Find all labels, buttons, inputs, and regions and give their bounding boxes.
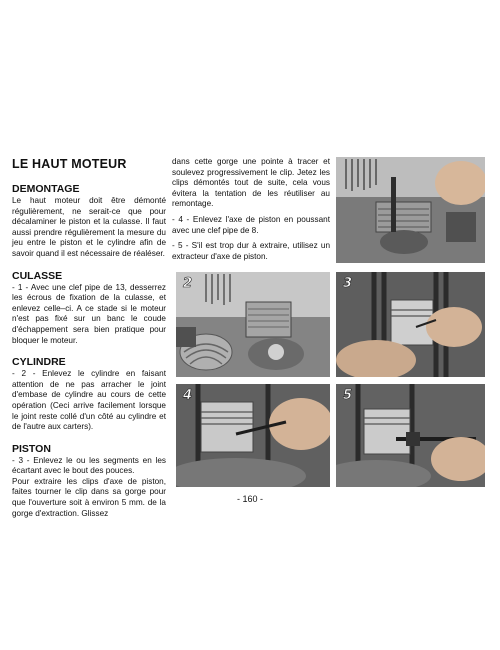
page-title: LE HAUT MOTEUR (12, 157, 127, 171)
photo-step-4 (176, 384, 330, 487)
paragraph-cylindre: - 2 - Enlevez le cylindre en faisant attention de ne pas arracher le joint d'embase de cylindre au cours de cette opération (Ceci arrive facilement lorsque le joint reste collé d'un côté au cylindre et de l'autre aux carters). (12, 369, 166, 432)
heading-cylindre: CYLINDRE (12, 356, 66, 369)
paragraph-step4: - 4 - Enlevez l'axe de piston en poussant avec une clef pipe de 8. (172, 214, 330, 235)
paragraph-piston-step3: - 3 - Enlevez le ou les segments en les écartant avec le bout des pouces. (12, 455, 166, 476)
photo-step-2 (176, 272, 330, 377)
paragraph-clips-continued: dans cette gorge une pointe à tracer et soulevez progressivement le clip. Jetez les clips démontés tout de suite, cela vous évitera la tentation de les réutiliser au remontage. (172, 157, 330, 209)
text-column-middle (172, 157, 330, 262)
photo-step-3 (336, 272, 485, 377)
photo-number-4: 4 (183, 388, 193, 403)
photo-step-5 (336, 384, 485, 487)
photo-number-3: 3 (343, 276, 353, 291)
heading-culasse: CULASSE (12, 269, 63, 282)
heading-piston: PISTON (12, 442, 51, 455)
paragraph-culasse: - 1 - Avec une clef pipe de 13, desserrez les écrous de fixation de la culasse, et enlevez celle–ci. A ce stade si le moteur n'est pas fixé sur un banc le coude d'échappement sera bien pratique pour bloquer le moteur. (12, 282, 166, 345)
text-column-left (12, 157, 166, 519)
photo-step-1 (336, 157, 485, 263)
photo-number-5: 5 (343, 388, 353, 403)
paragraph-demontage: Le haut moteur doit être démonté régulièrement, ne serait-ce que pour décalaminer le piston et la culasse. Il faut aussi prendre régulièrement la mesure du jeu entre le piston et le cylindre afin de savoir quand il est nécessaire de réaléser. (12, 196, 166, 258)
page-number: - 160 - (236, 494, 263, 504)
photo-number-2: 2 (183, 276, 193, 291)
paragraph-step5: - 5 - S'il est trop dur à extraire, utilisez un extracteur d'axe de piston. (172, 241, 330, 261)
heading-demontage: DEMONTAGE (12, 183, 80, 195)
paragraph-piston-clips: Pour extraire les clips d'axe de piston, faites tourner le clip dans sa gorge pour que l'ouverture soit à environ 5 mm. de la gorge d'extraction. Glissez (12, 476, 166, 518)
